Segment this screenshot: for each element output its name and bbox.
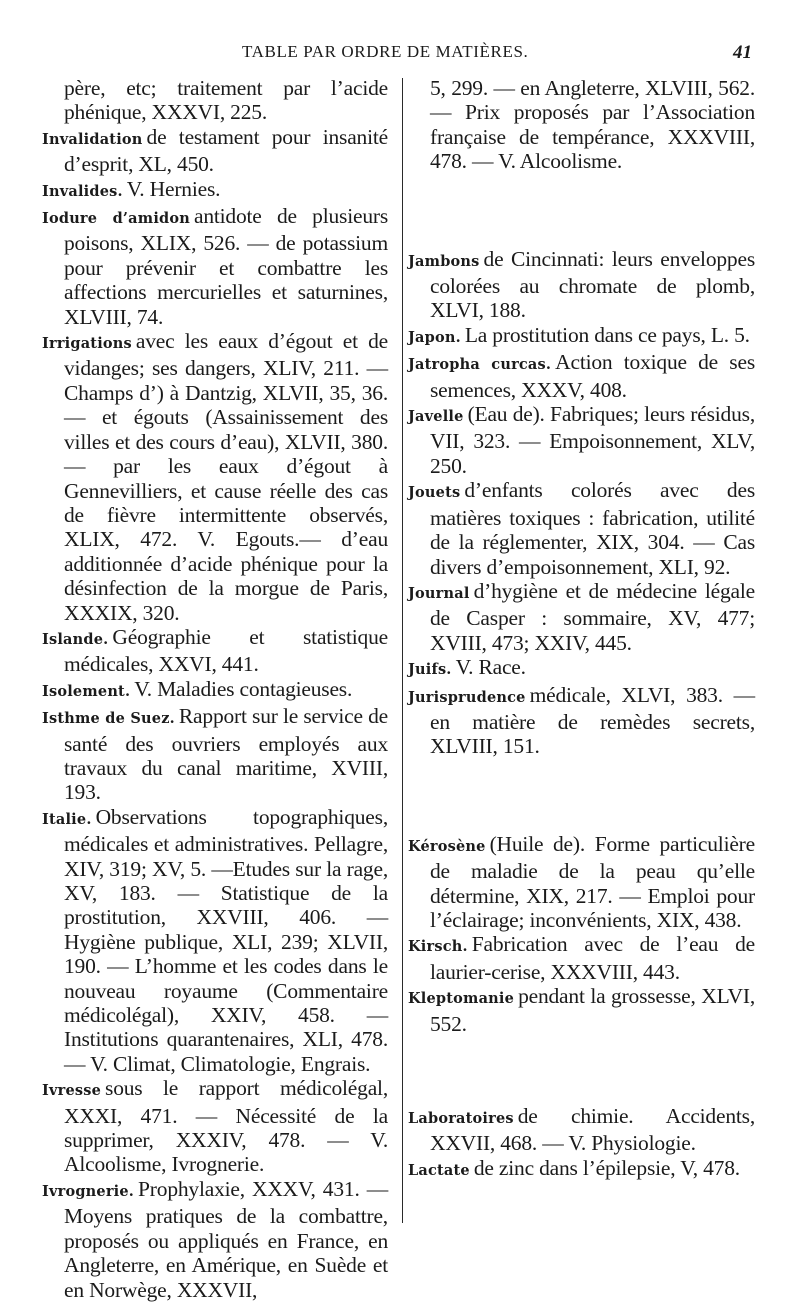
index-entry xyxy=(42,677,388,704)
entry-text: Rapport sur le service de santé des ouvriers employés aux travaux du canal maritime, XVIII, 193. xyxy=(64,704,388,805)
entry-text: de Cincinnati: leurs enveloppes colorées au chromate de plomb, XLVI, 188. xyxy=(430,246,755,323)
entry-keyword: Italie. xyxy=(42,810,92,828)
entry-text: Fabrication avec de l’eau de laurier-cerise, XXXVIII, 443. xyxy=(430,932,755,984)
page-header xyxy=(0,40,800,72)
entry-keyword: Iodure d’amidon xyxy=(42,210,190,228)
entry-keyword: Isolement. xyxy=(42,682,131,700)
entry-text: avec les eaux d’égout et de vidanges; ses dangers, XLIV, 211. — Champs d’) à Dantzig, XLVII, 35, 36. — et égouts (Assainissement des villes et des cours d’eau), XLVII, 380. — par les eaux d’égout à Gennevilliers, et cause réelle des cas de fièvre intermittente observés, XLIX, 472. V. Egouts.— d’eau additionnée d’acide phénique pour la désinfection de la morgue de Paris, XXXIX, 320. xyxy=(64,329,388,625)
index-entry xyxy=(42,329,388,625)
entry-text: de testament pour insanité d’esprit, XL, 450. xyxy=(64,124,388,177)
index-entry xyxy=(408,1104,755,1156)
entry-text: La prostitution dans ce pays, L. 5. xyxy=(464,322,750,347)
entry-keyword: Jatropha curcas. xyxy=(408,356,552,374)
entry-text: (Eau de). Fabriques; leurs résidus, VII, 323. — Empoisonnement, XLV, 250. xyxy=(430,402,755,478)
entry-text: de zinc dans l’épilepsie, V, 478. xyxy=(473,1155,740,1180)
entry-keyword: Invalides. xyxy=(42,182,123,200)
index-entry xyxy=(408,932,755,984)
index-entry xyxy=(408,655,755,682)
entry-text: V. Maladies contagieuses. xyxy=(134,676,353,701)
right-column xyxy=(408,76,755,1183)
entry-text: sous le rapport médicolégal, XXXI, 471. — Nécessité de la supprimer, XXXIV, 478. — V. Alcoolisme, Ivrognerie. xyxy=(64,1076,388,1177)
entry-text: V. Hernies. xyxy=(126,176,221,201)
left-column xyxy=(42,76,388,1302)
entry-text: Géographie et statistique médicales, XXVI, 441. xyxy=(64,624,388,677)
entry-text: médicale, XLVI, 383. — en matière de remèdes secrets, XLVIII, 151. xyxy=(430,682,755,759)
entry-text: père, etc; traitement par l’acide phénique, XXXVI, 225. xyxy=(64,76,388,125)
entry-keyword: Kirsch. xyxy=(408,938,468,956)
index-entry xyxy=(42,204,388,329)
index-entry xyxy=(408,247,755,323)
entry-keyword: Ivrognerie. xyxy=(42,1182,135,1200)
index-entry xyxy=(42,704,388,805)
index-entry xyxy=(408,832,755,933)
index-entry xyxy=(42,177,388,204)
entry-keyword: Lactate xyxy=(408,1161,470,1179)
entry-keyword: Jambons xyxy=(408,252,480,270)
index-entry xyxy=(42,76,388,125)
entry-text: Observations topographiques, médicales et administratives. Pellagre, XIV, 319; XV, 5. —Etudes sur la rage, XV, 183. — Statistique de la prostitution, XXVIII, 406. — Hygiène publique, XLI, 239; XLVII, 190. — L’homme et les codes dans le nouveau royaume (Commentaire médicolégal), XXIV, 458. — Institutions quarantenaires, XLI, 478. — V. Climat, Climatologie, Engrais. xyxy=(64,804,388,1076)
entry-keyword: Kérosène xyxy=(408,837,486,855)
entry-keyword: Invalidation xyxy=(42,130,143,148)
index-entry xyxy=(42,125,388,177)
entry-text: (Huile de). Forme particulière de maladie de la peau qu’elle détermine, XIX, 217. — Emploi pour l’éclairage; inconvénients, XIX, 438. xyxy=(430,831,755,932)
entry-keyword: Juifs. xyxy=(408,661,452,679)
index-entry xyxy=(408,984,755,1036)
entry-text: Prophylaxie, XXXV, 431. — Moyens pratiques de la combattre, proposés ou appliqués en France, en Angleterre, en Amérique, en Suède et en Norwège, XXXVII, xyxy=(64,1176,388,1302)
index-entry xyxy=(42,1177,388,1302)
entry-keyword: Kleptomanie xyxy=(408,990,515,1008)
index-entry xyxy=(408,323,755,350)
page-number: 41 xyxy=(733,42,752,63)
index-entry xyxy=(408,683,755,759)
index-entry xyxy=(408,350,755,402)
index-entry xyxy=(408,579,755,655)
entry-keyword: Javelle xyxy=(408,408,464,426)
entry-keyword: Irrigations xyxy=(42,335,132,353)
entry-text: d’hygiène et de médecine légale de Casper : sommaire, XV, 477; XVIII, 473; XXIV, 445. xyxy=(430,578,755,655)
entry-text: pendant la grossesse, XLVI, 552. xyxy=(430,984,755,1036)
entry-text: antidote de plusieurs poisons, XLIX, 526. — de potassium pour prévenir et combattre les affections mercurielles et saturnines, XLVIII, 74. xyxy=(64,204,388,329)
index-entry xyxy=(42,1076,388,1177)
index-entry xyxy=(42,805,388,1076)
index-entry xyxy=(42,625,388,677)
entry-keyword: Jurisprudence xyxy=(408,688,526,706)
entry-keyword: Japon. xyxy=(408,328,461,346)
entry-keyword: Isthme de Suez. xyxy=(42,710,175,728)
entry-keyword: Laboratoires xyxy=(408,1110,514,1127)
entry-text: de chimie. Accidents, XXVII, 468. — V. Physiologie. xyxy=(430,1104,755,1156)
index-entry xyxy=(408,1156,755,1183)
column-divider xyxy=(402,78,403,1223)
entry-text: 5, 299. — en Angleterre, XLVIII, 562. — Prix proposés par l’Association française de tempérance, XXXVIII, 478. — V. Alcoolisme. xyxy=(430,76,755,174)
index-entry xyxy=(408,76,755,174)
entry-keyword: Ivresse xyxy=(42,1082,102,1100)
running-title: TABLE PAR ORDRE DE MATIÈRES. xyxy=(242,42,529,61)
entry-keyword: Islande. xyxy=(42,630,109,648)
entry-keyword: Journal xyxy=(408,584,470,602)
index-entry xyxy=(408,402,755,478)
entry-text: V. Race. xyxy=(455,655,526,680)
entry-keyword: Jouets xyxy=(408,484,461,502)
index-entry xyxy=(408,478,755,579)
entry-text: d’enfants colorés avec des matières toxiques : fabrication, utilité de la réglementer, XIX, 304. — Cas divers d’empoisonnement, XLI, 92. xyxy=(430,478,755,579)
entry-text: Action toxique de ses semences, XXXV, 408. xyxy=(430,350,755,402)
